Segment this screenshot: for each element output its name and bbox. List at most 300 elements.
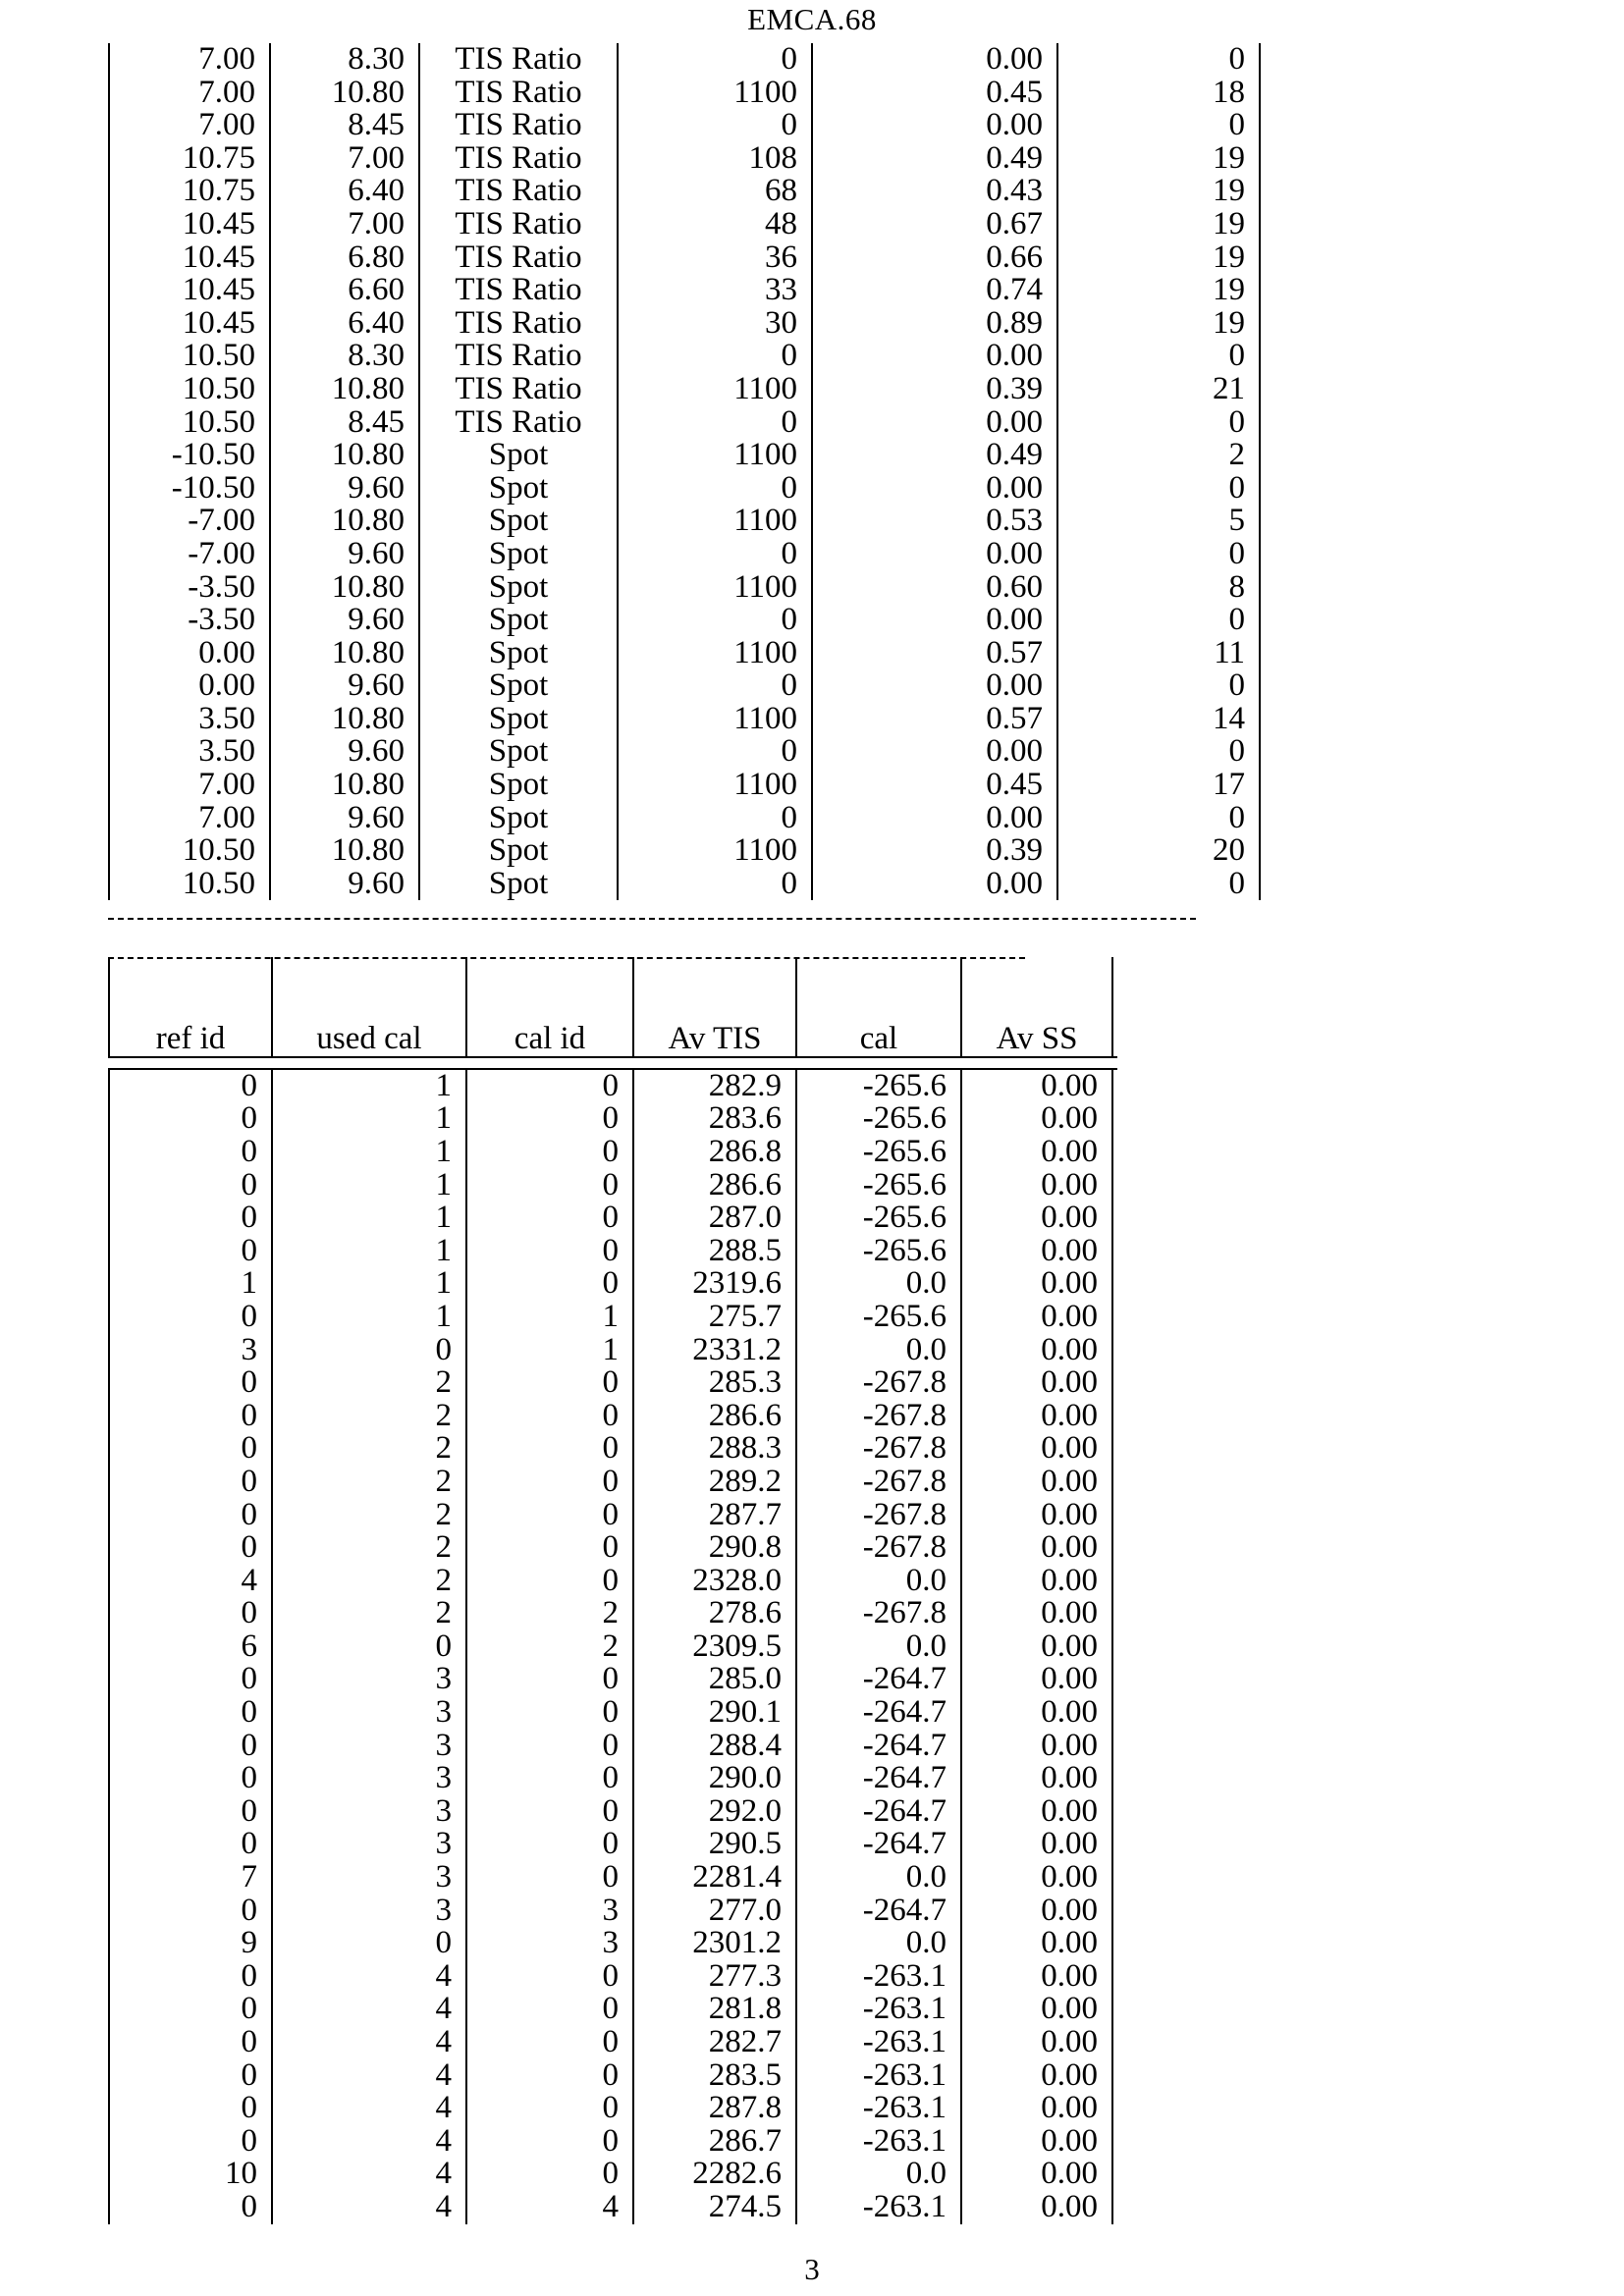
table-row bbox=[109, 340, 1265, 373]
table-row bbox=[109, 1102, 1117, 1136]
table-edge bbox=[1112, 1927, 1117, 1960]
table-edge bbox=[1112, 2059, 1117, 2093]
table-edge bbox=[1112, 1828, 1117, 1861]
table-cell: 4 bbox=[466, 2191, 633, 2224]
table-cell: 10.75 bbox=[109, 175, 270, 208]
table-cell: 0.00 bbox=[961, 1960, 1112, 1994]
table-cell: TIS Ratio bbox=[419, 241, 618, 275]
table-cell: Spot bbox=[419, 571, 618, 605]
table-cell: 0 bbox=[618, 109, 812, 142]
table-edge bbox=[1112, 1235, 1117, 1268]
table-cell: 0 bbox=[1057, 669, 1260, 703]
table-cell: 0 bbox=[272, 1927, 466, 1960]
table-edge bbox=[1260, 373, 1265, 406]
table-cell: 0.00 bbox=[961, 1531, 1112, 1565]
table-cell: -264.7 bbox=[796, 1762, 961, 1795]
table-cell: 10.75 bbox=[109, 142, 270, 176]
table-cell: -263.1 bbox=[796, 2125, 961, 2159]
table-cell: 0.00 bbox=[812, 406, 1057, 440]
table-cell: 10.45 bbox=[109, 274, 270, 307]
table-cell: 9.60 bbox=[270, 538, 419, 571]
table-row bbox=[109, 1895, 1117, 1928]
table-cell: 6 bbox=[109, 1630, 272, 1664]
table-cell: 278.6 bbox=[633, 1597, 796, 1630]
table-cell: 1100 bbox=[618, 637, 812, 670]
table-cell: -264.7 bbox=[796, 1795, 961, 1829]
table-cell: 277.0 bbox=[633, 1895, 796, 1928]
table-cell: -265.6 bbox=[796, 1069, 961, 1103]
table-row bbox=[109, 109, 1265, 142]
table-edge bbox=[1260, 703, 1265, 736]
table-cell: 2 bbox=[272, 1466, 466, 1499]
table-cell: -265.6 bbox=[796, 1301, 961, 1334]
table-cell: Spot bbox=[419, 735, 618, 769]
table-cell: 4 bbox=[272, 1993, 466, 2026]
table-cell: 0 bbox=[109, 1102, 272, 1136]
table-cell: 10.45 bbox=[109, 307, 270, 341]
table-cell: 10.50 bbox=[109, 340, 270, 373]
table-cell: 9.60 bbox=[270, 735, 419, 769]
table-edge bbox=[1112, 2191, 1117, 2224]
table-cell: Spot bbox=[419, 472, 618, 506]
table-cell: 0 bbox=[466, 1861, 633, 1895]
table-cell: 0.00 bbox=[961, 1235, 1112, 1268]
table-cell: 8.45 bbox=[270, 109, 419, 142]
table-row bbox=[109, 1136, 1117, 1169]
table-cell: 48 bbox=[618, 208, 812, 241]
table-edge bbox=[1260, 834, 1265, 868]
bottom-data-table bbox=[108, 957, 1117, 2224]
table-cell: 10 bbox=[109, 2158, 272, 2191]
table-cell: -3.50 bbox=[109, 604, 270, 637]
table-cell: 0.0 bbox=[796, 1630, 961, 1664]
table-cell: 0.43 bbox=[812, 175, 1057, 208]
table-cell: -265.6 bbox=[796, 1136, 961, 1169]
table-cell: 3 bbox=[466, 1895, 633, 1928]
table-cell: 0.0 bbox=[796, 1565, 961, 1598]
table-cell: 0.57 bbox=[812, 637, 1057, 670]
table-cell: TIS Ratio bbox=[419, 109, 618, 142]
table-row bbox=[109, 1400, 1117, 1433]
table-cell: 3 bbox=[272, 1696, 466, 1730]
table-edge bbox=[1260, 406, 1265, 440]
table-row bbox=[109, 208, 1265, 241]
table-cell: 0 bbox=[618, 735, 812, 769]
column-header: cal id bbox=[466, 1023, 633, 1057]
table-cell: 0.00 bbox=[109, 637, 270, 670]
table-cell: 2282.6 bbox=[633, 2158, 796, 2191]
table-cell: TIS Ratio bbox=[419, 43, 618, 77]
table-row bbox=[109, 1499, 1117, 1532]
table-cell: 0 bbox=[109, 1762, 272, 1795]
table-cell: 0 bbox=[466, 2125, 633, 2159]
table-cell: 19 bbox=[1057, 208, 1260, 241]
table-row bbox=[109, 2059, 1117, 2093]
table-cell: 10.50 bbox=[109, 406, 270, 440]
table-edge bbox=[1260, 472, 1265, 506]
table-cell: 0.00 bbox=[961, 2059, 1112, 2093]
table-row bbox=[109, 1663, 1117, 1696]
table-cell: Spot bbox=[419, 703, 618, 736]
table-row bbox=[109, 1169, 1117, 1202]
table-row bbox=[109, 1993, 1117, 2026]
table-cell: 0 bbox=[109, 1696, 272, 1730]
table-cell: -267.8 bbox=[796, 1597, 961, 1630]
table-cell: 0.00 bbox=[961, 1466, 1112, 1499]
table-cell: 0 bbox=[1057, 735, 1260, 769]
table-row bbox=[109, 274, 1265, 307]
table-row bbox=[109, 703, 1265, 736]
table-cell: 290.0 bbox=[633, 1762, 796, 1795]
table-cell: 1 bbox=[272, 1301, 466, 1334]
table-cell: 1 bbox=[272, 1267, 466, 1301]
table-cell: 0.00 bbox=[812, 669, 1057, 703]
table-cell: 0.00 bbox=[961, 1201, 1112, 1235]
table-edge bbox=[1260, 802, 1265, 835]
table-row bbox=[109, 1597, 1117, 1630]
table-cell: 1 bbox=[272, 1136, 466, 1169]
table-cell: 9.60 bbox=[270, 868, 419, 901]
table-edge bbox=[1260, 241, 1265, 275]
table-cell: TIS Ratio bbox=[419, 274, 618, 307]
table-cell: 2309.5 bbox=[633, 1630, 796, 1664]
table-cell: 2281.4 bbox=[633, 1861, 796, 1895]
table-cell: 0 bbox=[466, 1696, 633, 1730]
table-cell: -267.8 bbox=[796, 1531, 961, 1565]
table-cell: 0.00 bbox=[961, 1400, 1112, 1433]
table-row bbox=[109, 1432, 1117, 1466]
table-cell: 8 bbox=[1057, 571, 1260, 605]
table-cell: -263.1 bbox=[796, 1960, 961, 1994]
table-cell: 1100 bbox=[618, 571, 812, 605]
table-row bbox=[109, 505, 1265, 538]
table-edge bbox=[1112, 1960, 1117, 1994]
table-cell: Spot bbox=[419, 439, 618, 472]
column-header: cal bbox=[796, 1023, 961, 1057]
table-cell: 2 bbox=[272, 1366, 466, 1400]
table-cell: 2 bbox=[272, 1400, 466, 1433]
table-cell: 0 bbox=[109, 1597, 272, 1630]
table-cell: Spot bbox=[419, 637, 618, 670]
table-edge bbox=[1112, 1895, 1117, 1928]
table-cell: 0.00 bbox=[961, 1334, 1112, 1367]
table-cell: 19 bbox=[1057, 175, 1260, 208]
table-row bbox=[109, 1960, 1117, 1994]
table-cell: 0 bbox=[109, 2125, 272, 2159]
table-cell: 0.00 bbox=[961, 1630, 1112, 1664]
table-cell: 0.00 bbox=[812, 340, 1057, 373]
table-cell: 4 bbox=[272, 2026, 466, 2059]
table-cell: 0.00 bbox=[812, 802, 1057, 835]
table-cell: 6.80 bbox=[270, 241, 419, 275]
table-cell: 4 bbox=[272, 2125, 466, 2159]
table-cell: 0 bbox=[466, 1201, 633, 1235]
table-cell: 10.80 bbox=[270, 571, 419, 605]
table-cell: 0 bbox=[109, 1432, 272, 1466]
table-edge bbox=[1112, 2158, 1117, 2191]
table-cell: 0.00 bbox=[961, 1597, 1112, 1630]
table-row bbox=[109, 1235, 1117, 1268]
table-cell: 0 bbox=[466, 1499, 633, 1532]
table-cell: -263.1 bbox=[796, 2059, 961, 2093]
table-row bbox=[109, 1201, 1117, 1235]
table-cell: 10.80 bbox=[270, 769, 419, 802]
table-cell: -264.7 bbox=[796, 1663, 961, 1696]
table-cell: 0.00 bbox=[961, 1828, 1112, 1861]
table-cell: TIS Ratio bbox=[419, 208, 618, 241]
table-cell: 0.00 bbox=[812, 109, 1057, 142]
table-cell: 0 bbox=[109, 1235, 272, 1268]
table-cell: 0 bbox=[466, 1169, 633, 1202]
table-cell: 20 bbox=[1057, 834, 1260, 868]
table-cell: 10.80 bbox=[270, 505, 419, 538]
table-cell: 0.00 bbox=[961, 1730, 1112, 1763]
table-cell: 0 bbox=[1057, 472, 1260, 506]
table-cell: 0.39 bbox=[812, 373, 1057, 406]
table-row bbox=[109, 77, 1265, 110]
table-cell: 292.0 bbox=[633, 1795, 796, 1829]
table-cell: -265.6 bbox=[796, 1235, 961, 1268]
table-cell: 19 bbox=[1057, 274, 1260, 307]
table-row bbox=[109, 472, 1265, 506]
table-cell: 0.89 bbox=[812, 307, 1057, 341]
table-cell: 1 bbox=[272, 1169, 466, 1202]
table-row bbox=[109, 43, 1265, 77]
table-cell: 1100 bbox=[618, 769, 812, 802]
table-cell: 1 bbox=[272, 1201, 466, 1235]
table-cell: 0.00 bbox=[812, 43, 1057, 77]
table-cell: 9 bbox=[109, 1927, 272, 1960]
table-cell: 7 bbox=[109, 1861, 272, 1895]
table-cell: 286.7 bbox=[633, 2125, 796, 2159]
table-cell: 0 bbox=[1057, 538, 1260, 571]
table-cell: -267.8 bbox=[796, 1400, 961, 1433]
table-cell: 4 bbox=[272, 2059, 466, 2093]
table-row bbox=[109, 571, 1265, 605]
table-cell: 3 bbox=[272, 1762, 466, 1795]
table-row bbox=[109, 868, 1265, 901]
table-cell: 283.5 bbox=[633, 2059, 796, 2093]
table-cell: 10.80 bbox=[270, 77, 419, 110]
table-cell: 1 bbox=[272, 1235, 466, 1268]
table-cell: 0 bbox=[109, 1993, 272, 2026]
table-cell: 287.0 bbox=[633, 1201, 796, 1235]
table-cell: -263.1 bbox=[796, 1993, 961, 2026]
table-edge bbox=[1260, 208, 1265, 241]
table-cell: 9.60 bbox=[270, 802, 419, 835]
table-cell: 285.0 bbox=[633, 1663, 796, 1696]
table-row bbox=[109, 1267, 1117, 1301]
table-cell: -265.6 bbox=[796, 1201, 961, 1235]
table-edge bbox=[1260, 274, 1265, 307]
column-header: ref id bbox=[109, 1023, 272, 1057]
table-cell: 0 bbox=[1057, 340, 1260, 373]
table-cell: 4 bbox=[272, 2092, 466, 2125]
table-edge bbox=[1260, 735, 1265, 769]
table-cell: 7.00 bbox=[109, 109, 270, 142]
table-cell: 3 bbox=[109, 1334, 272, 1367]
table-cell: 68 bbox=[618, 175, 812, 208]
table-cell: Spot bbox=[419, 604, 618, 637]
table-cell: 0 bbox=[466, 1400, 633, 1433]
table-cell: 0 bbox=[109, 1960, 272, 1994]
table-cell: 0 bbox=[466, 1960, 633, 1994]
table-edge bbox=[1112, 1069, 1117, 1103]
table-row bbox=[109, 1466, 1117, 1499]
table-cell: 10.80 bbox=[270, 373, 419, 406]
table-cell: 0 bbox=[109, 1136, 272, 1169]
table-edge bbox=[1112, 1696, 1117, 1730]
table-cell: 290.5 bbox=[633, 1828, 796, 1861]
table-cell: 1100 bbox=[618, 505, 812, 538]
table-cell: 288.5 bbox=[633, 1235, 796, 1268]
table-cell: 0.00 bbox=[961, 1069, 1112, 1103]
table-cell: -267.8 bbox=[796, 1499, 961, 1532]
table-cell: 7.00 bbox=[109, 802, 270, 835]
table-cell: 0.00 bbox=[812, 604, 1057, 637]
table-cell: 0 bbox=[618, 868, 812, 901]
table-cell: 0.00 bbox=[961, 1565, 1112, 1598]
bottom-table-header bbox=[109, 957, 1117, 1069]
table-cell: 9.60 bbox=[270, 604, 419, 637]
table-cell: 0.00 bbox=[961, 1267, 1112, 1301]
table-cell: 0 bbox=[1057, 109, 1260, 142]
table-cell: 2328.0 bbox=[633, 1565, 796, 1598]
table-cell: 0.49 bbox=[812, 439, 1057, 472]
table-cell: 0.00 bbox=[961, 2092, 1112, 2125]
table-cell: 4 bbox=[109, 1565, 272, 1598]
table-edge bbox=[1112, 1267, 1117, 1301]
table-cell: 10.80 bbox=[270, 834, 419, 868]
table-edge bbox=[1112, 1663, 1117, 1696]
table-row bbox=[109, 2125, 1117, 2159]
table-cell: 0 bbox=[466, 1795, 633, 1829]
column-header: Av SS bbox=[961, 1023, 1112, 1057]
table-cell: 4 bbox=[272, 1960, 466, 1994]
table-cell: 0.66 bbox=[812, 241, 1057, 275]
table-cell: 10.80 bbox=[270, 703, 419, 736]
table-cell: 2 bbox=[466, 1630, 633, 1664]
table-cell: 0.0 bbox=[796, 2158, 961, 2191]
table-cell: 0.00 bbox=[961, 1169, 1112, 1202]
table-cell: 3 bbox=[272, 1895, 466, 1928]
table-cell: 0.00 bbox=[961, 2026, 1112, 2059]
table-cell: 0.0 bbox=[796, 1334, 961, 1367]
header-spacer-row bbox=[109, 957, 1117, 990]
table-cell: 290.8 bbox=[633, 1531, 796, 1565]
table-cell: 1100 bbox=[618, 439, 812, 472]
table-cell: 0.00 bbox=[961, 1301, 1112, 1334]
table-cell: 0.00 bbox=[109, 669, 270, 703]
table-cell: TIS Ratio bbox=[419, 340, 618, 373]
table-edge bbox=[1112, 2026, 1117, 2059]
table-cell: 8.30 bbox=[270, 340, 419, 373]
table-cell: 0 bbox=[618, 669, 812, 703]
table-cell: 274.5 bbox=[633, 2191, 796, 2224]
table-row bbox=[109, 637, 1265, 670]
table-edge bbox=[1112, 1169, 1117, 1202]
header-label-row bbox=[109, 1023, 1117, 1057]
table-edge bbox=[1260, 43, 1265, 77]
table-cell: 3 bbox=[466, 1927, 633, 1960]
table-cell: 287.7 bbox=[633, 1499, 796, 1532]
table-cell: 0.00 bbox=[812, 472, 1057, 506]
table-cell: -10.50 bbox=[109, 472, 270, 506]
table-row bbox=[109, 2092, 1117, 2125]
table-cell: 0 bbox=[109, 1828, 272, 1861]
table-cell: 0.45 bbox=[812, 77, 1057, 110]
table-cell: 0.00 bbox=[812, 868, 1057, 901]
table-cell: 1100 bbox=[618, 373, 812, 406]
table-cell: 0.00 bbox=[961, 1927, 1112, 1960]
table-cell: 2 bbox=[466, 1597, 633, 1630]
table-edge bbox=[1112, 1762, 1117, 1795]
table-cell: 282.7 bbox=[633, 2026, 796, 2059]
table-cell: 6.40 bbox=[270, 175, 419, 208]
table-cell: 9.60 bbox=[270, 669, 419, 703]
table-cell: 0.00 bbox=[961, 1499, 1112, 1532]
table-row bbox=[109, 1762, 1117, 1795]
table-cell: 0.00 bbox=[961, 1366, 1112, 1400]
table-cell: 0 bbox=[109, 1663, 272, 1696]
table-row bbox=[109, 406, 1265, 440]
table-cell: 0.00 bbox=[961, 2158, 1112, 2191]
table-edge bbox=[1260, 142, 1265, 176]
table-cell: 1100 bbox=[618, 77, 812, 110]
table-cell: 0.74 bbox=[812, 274, 1057, 307]
table-edge bbox=[1112, 2125, 1117, 2159]
table-edge bbox=[1260, 307, 1265, 341]
table-cell: 287.8 bbox=[633, 2092, 796, 2125]
table-cell: 10.80 bbox=[270, 637, 419, 670]
table-cell: 1 bbox=[109, 1267, 272, 1301]
table-cell: 0 bbox=[1057, 406, 1260, 440]
table-cell: 0.0 bbox=[796, 1267, 961, 1301]
table-cell: 0.00 bbox=[961, 2191, 1112, 2224]
table-cell: 0 bbox=[618, 802, 812, 835]
table-row bbox=[109, 2191, 1117, 2224]
table-cell: 0 bbox=[466, 1102, 633, 1136]
table-cell: 5 bbox=[1057, 505, 1260, 538]
table-cell: 0.00 bbox=[812, 538, 1057, 571]
table-cell: 2 bbox=[272, 1565, 466, 1598]
table-edge bbox=[1260, 77, 1265, 110]
table-cell: -267.8 bbox=[796, 1466, 961, 1499]
table-cell: 0 bbox=[109, 1366, 272, 1400]
table-cell: 0.53 bbox=[812, 505, 1057, 538]
table-cell: 14 bbox=[1057, 703, 1260, 736]
table-cell: -264.7 bbox=[796, 1696, 961, 1730]
table-edge bbox=[1112, 2092, 1117, 2125]
table-cell: 6.40 bbox=[270, 307, 419, 341]
table-edge bbox=[1112, 1432, 1117, 1466]
table-cell: 277.3 bbox=[633, 1960, 796, 1994]
table-cell: -10.50 bbox=[109, 439, 270, 472]
table-cell: 0.00 bbox=[961, 2125, 1112, 2159]
table-cell: 1 bbox=[466, 1334, 633, 1367]
table-cell: 0 bbox=[109, 1466, 272, 1499]
table-cell: 0 bbox=[466, 1730, 633, 1763]
table-row bbox=[109, 241, 1265, 275]
table-cell: 10.50 bbox=[109, 373, 270, 406]
table-cell: -3.50 bbox=[109, 571, 270, 605]
table-edge bbox=[1260, 439, 1265, 472]
header-spacer-row bbox=[109, 990, 1117, 1024]
table-cell: 30 bbox=[618, 307, 812, 341]
top-data-table bbox=[108, 43, 1265, 900]
column-header: Av TIS bbox=[633, 1023, 796, 1057]
table-cell: 36 bbox=[618, 241, 812, 275]
